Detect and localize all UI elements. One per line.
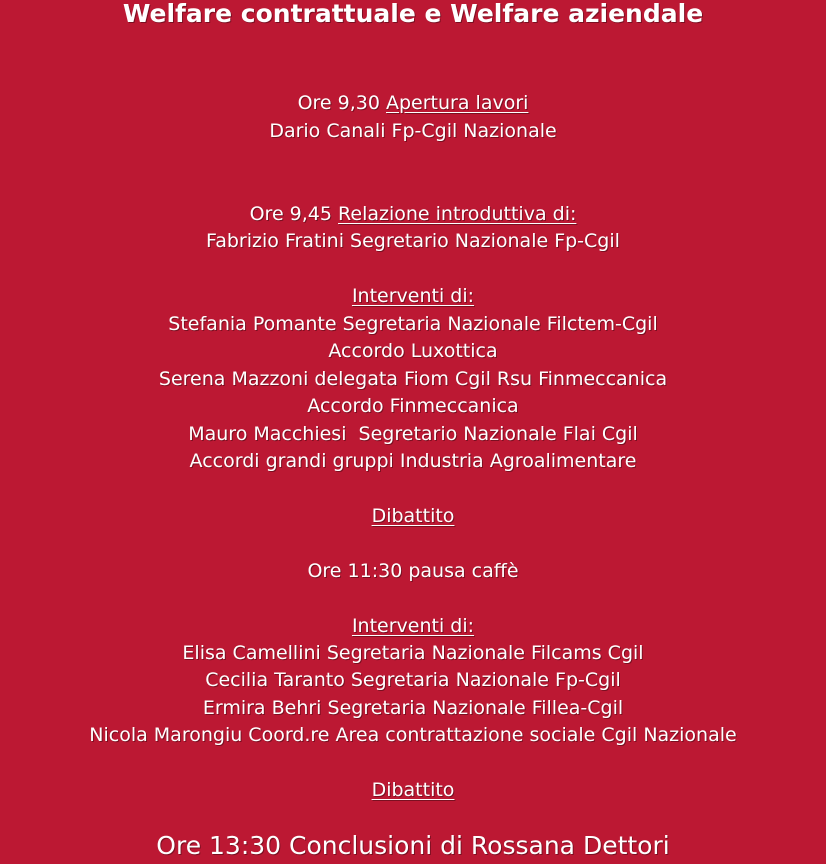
session-intro-time: Ore 9,45 bbox=[249, 203, 332, 225]
session-opening bbox=[0, 90, 826, 117]
interventi-heading-1: Interventi di: bbox=[351, 285, 475, 307]
speaker-line: Mauro Macchiesi Segretario Nazionale Flai Cgil bbox=[188, 423, 638, 445]
speaker-line: Elisa Camellini Segretaria Nazionale Filcams Cgil bbox=[182, 642, 644, 664]
speaker-line: Nicola Marongiu Coord.re Area contrattazione sociale Cgil Nazionale bbox=[89, 724, 737, 746]
interventi-heading-2: Interventi di: bbox=[351, 615, 475, 637]
session-intro-speaker: Fabrizio Fratini Segretario Nazionale Fp-Cgil bbox=[206, 230, 620, 252]
speaker-line: Accordo Luxottica bbox=[328, 340, 498, 362]
dibattito-2: Dibattito bbox=[371, 779, 455, 801]
session-intro-label: Relazione introduttiva di: bbox=[338, 203, 577, 225]
conclusions: Ore 13:30 Conclusioni di Rossana Dettori bbox=[156, 831, 670, 860]
dibattito-1: Dibattito bbox=[371, 505, 455, 527]
session-intro bbox=[0, 201, 826, 228]
session-opening-time: Ore 9,30 bbox=[297, 92, 380, 114]
speaker-line: Stefania Pomante Segretaria Nazionale Filctem-Cgil bbox=[168, 313, 658, 335]
session-opening-label: Apertura lavori bbox=[386, 92, 529, 114]
speaker-line: Accordo Finmeccanica bbox=[307, 395, 519, 417]
speaker-line: Cecilia Taranto Segretaria Nazionale Fp-Cgil bbox=[205, 669, 621, 691]
event-title: Welfare contrattuale e Welfare aziendale bbox=[122, 0, 704, 28]
speaker-line: Accordi grandi gruppi Industria Agroalimentare bbox=[189, 450, 637, 472]
speaker-line: Serena Mazzoni delegata Fiom Cgil Rsu Finmeccanica bbox=[158, 368, 668, 390]
speaker-line: Ermira Behri Segretaria Nazionale Fillea-Cgil bbox=[202, 697, 624, 719]
session-opening-speaker: Dario Canali Fp-Cgil Nazionale bbox=[269, 120, 557, 142]
coffee-break: Ore 11:30 pausa caffè bbox=[307, 560, 519, 582]
